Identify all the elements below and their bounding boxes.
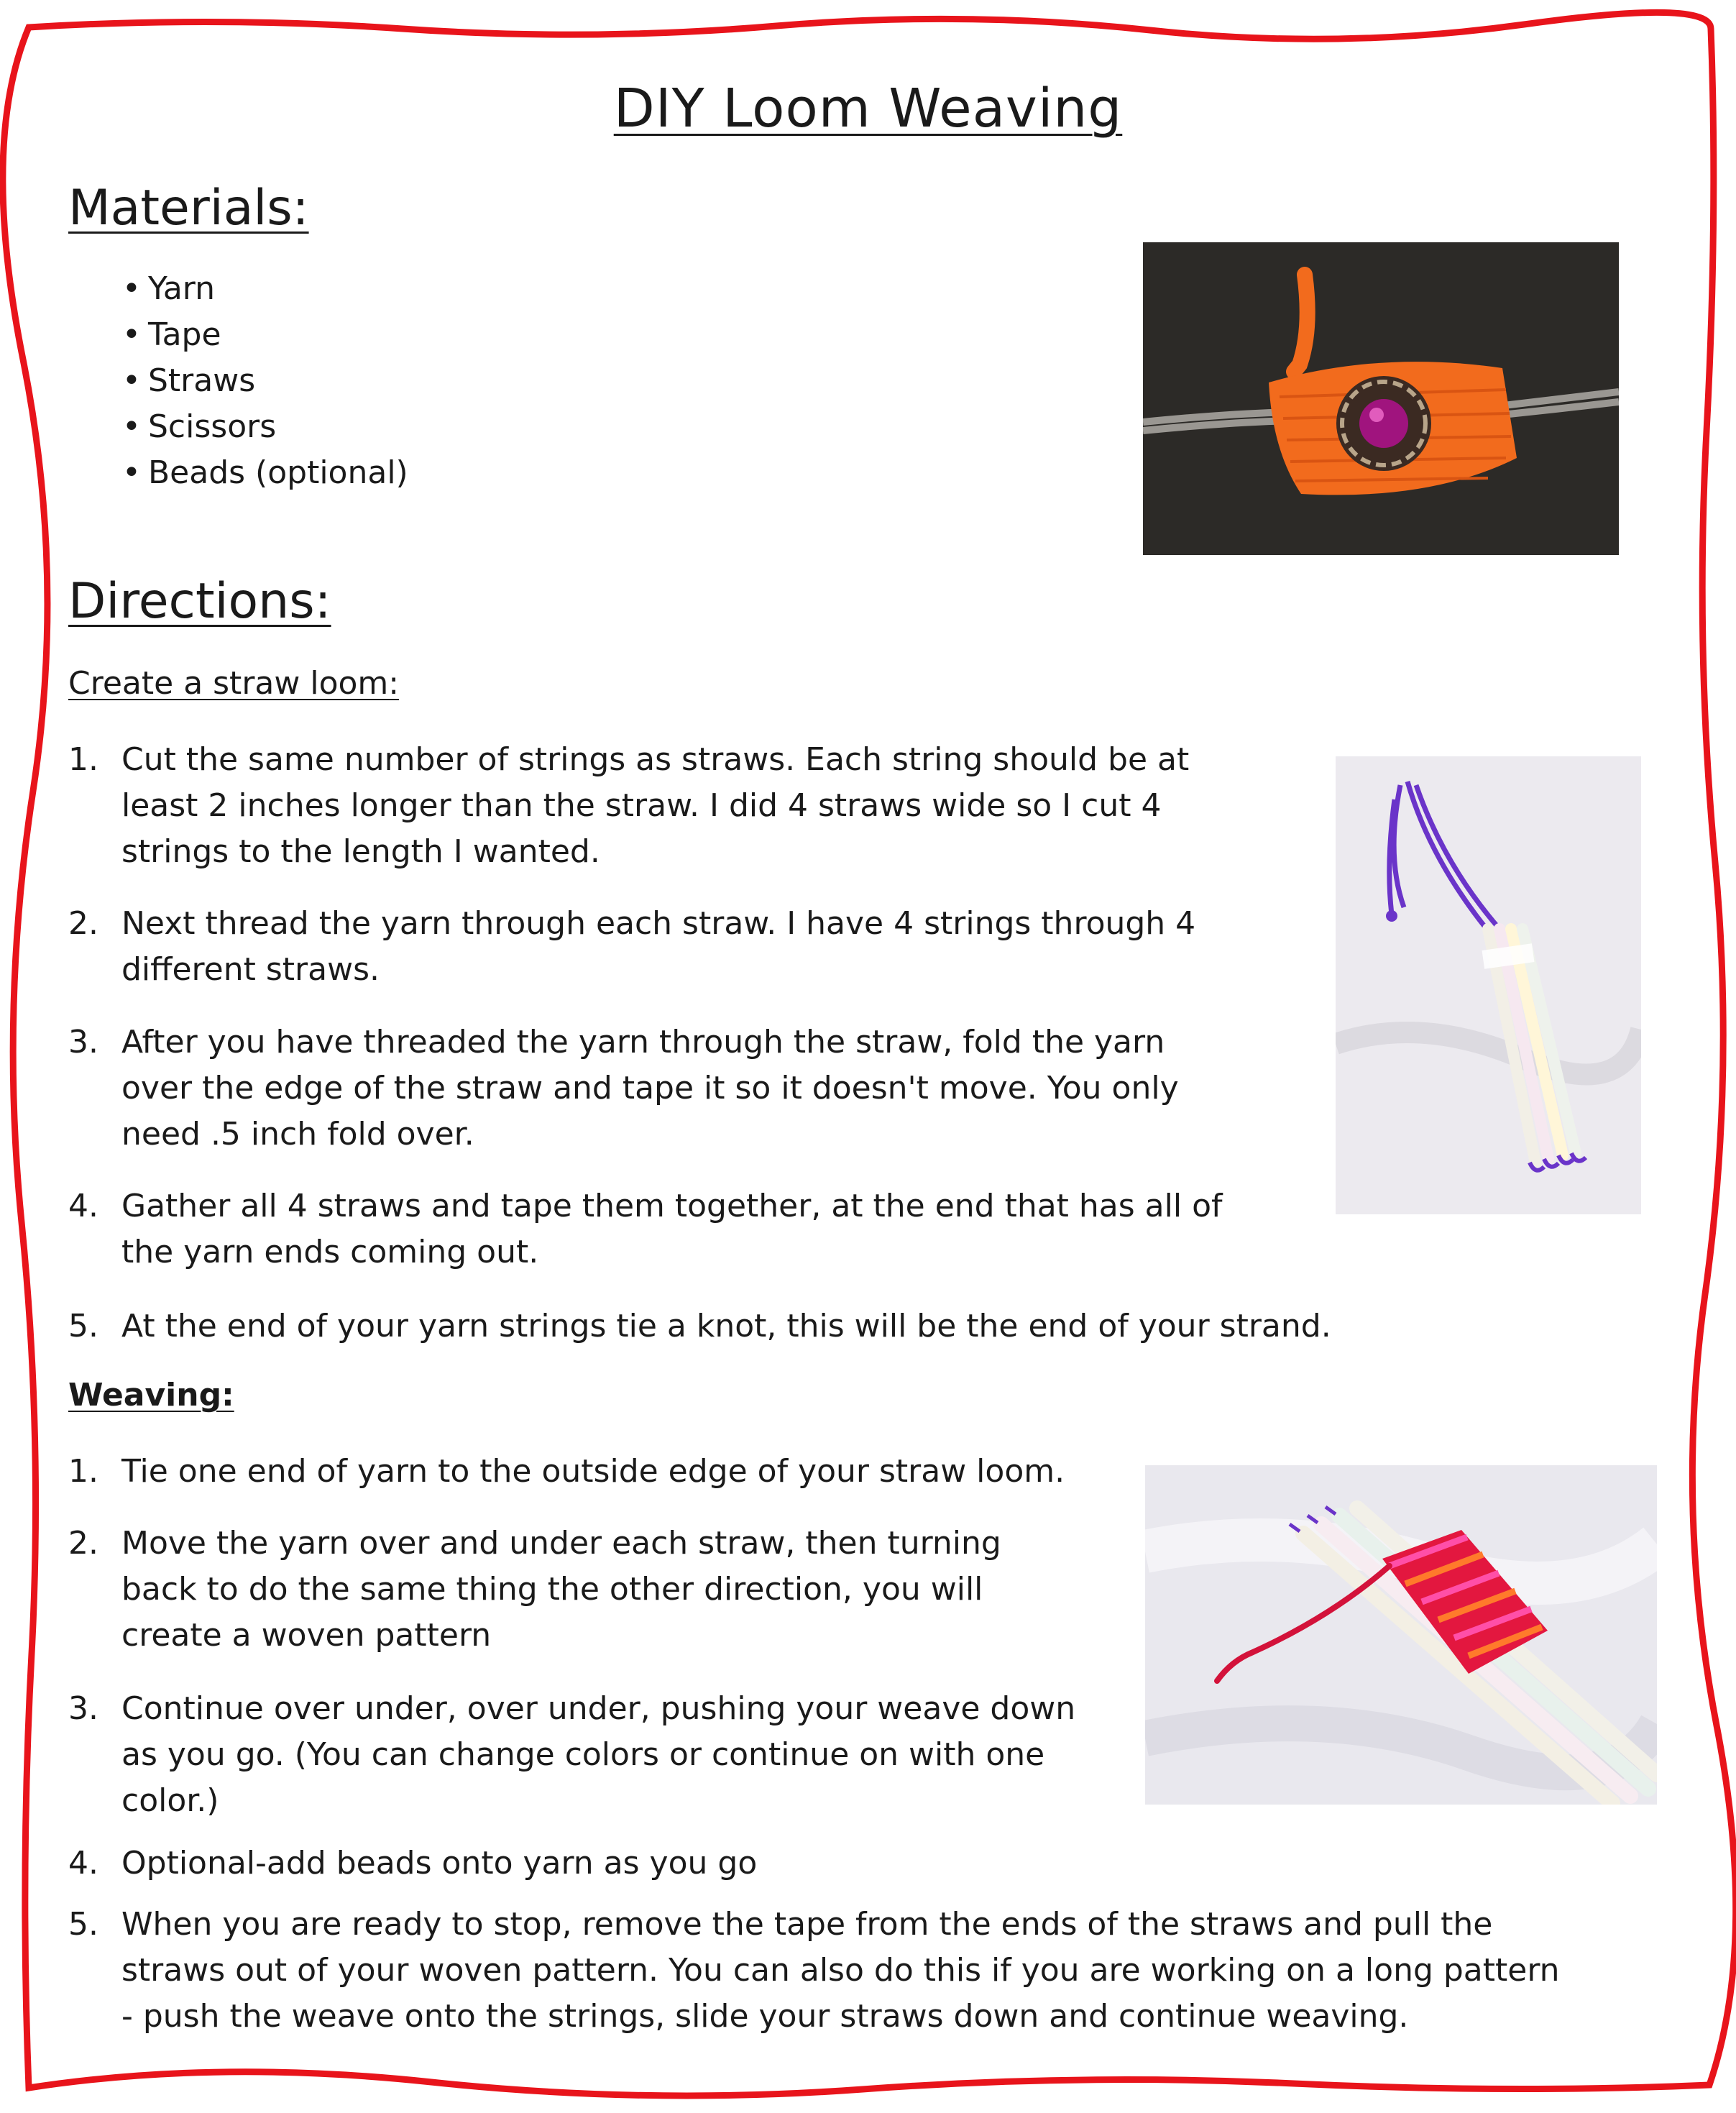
step-line: After you have threaded the yarn through the straw, fold the yarn	[121, 1024, 1165, 1060]
step-number: 3.	[68, 1690, 98, 1727]
step-line: strings to the length I wanted.	[121, 833, 600, 870]
list-item	[68, 1183, 1362, 1284]
step-line: Cut the same number of strings as straws. Each string should be at	[121, 741, 1190, 778]
list-item	[68, 1902, 1707, 2045]
step-number: 2.	[68, 1525, 98, 1562]
step-line: Next thread the yarn through each straw. I have 4 strings through 4	[121, 905, 1196, 942]
list-item	[68, 1686, 1147, 1830]
step-number: 5.	[68, 1308, 98, 1344]
page-title: DIY Loom Weaving	[613, 78, 1123, 139]
step-number: 2.	[68, 905, 98, 942]
step-line: - push the weave onto the strings, slide your straws down and continue weaving.	[121, 1998, 1409, 2035]
weaving-subheading: Weaving:	[68, 1377, 234, 1413]
step-number: 1.	[68, 741, 98, 778]
step-line: least 2 inches longer than the straw. I did 4 straws wide so I cut 4	[121, 787, 1162, 824]
list-item: • Yarn	[122, 266, 408, 312]
step-line: over the edge of the straw and tape it so it doesn't move. You only	[121, 1070, 1179, 1106]
step-line: At the end of your yarn strings tie a knot, this will be the end of your strand.	[121, 1308, 1331, 1344]
step-line: back to do the same thing the other direction, you will	[121, 1571, 983, 1608]
woven-bracelet-photo	[1143, 242, 1619, 555]
straw-loom-photo	[1336, 756, 1641, 1214]
step-line: as you go. (You can change colors or continue on with one	[121, 1736, 1045, 1773]
step-number: 3.	[68, 1024, 98, 1060]
list-item	[68, 737, 1362, 881]
materials-heading: Materials:	[68, 180, 309, 237]
weaving-photo-icon	[1145, 1465, 1657, 1805]
bracelet-photo-icon	[1143, 242, 1619, 555]
step-line: straws out of your woven pattern. You can also do this if you are working on a long pattern	[121, 1952, 1560, 1989]
list-item	[68, 901, 1362, 1002]
list-item	[68, 1303, 1650, 1354]
step-number: 4.	[68, 1845, 98, 1881]
step-number: 4.	[68, 1188, 98, 1224]
list-item: • Tape	[122, 312, 408, 358]
list-item	[68, 1841, 1147, 1891]
step-line: Optional-add beads onto yarn as you go	[121, 1845, 758, 1881]
list-item	[68, 1521, 1147, 1664]
list-item: • Beads (optional)	[122, 450, 408, 496]
step-line: Move the yarn over and under each straw, then turning	[121, 1525, 1001, 1562]
list-item: • Scissors	[122, 404, 408, 450]
list-item	[68, 1449, 1147, 1499]
step-line: the yarn ends coming out.	[121, 1234, 539, 1270]
step-line: create a woven pattern	[121, 1617, 492, 1654]
straw-loom-photo-icon	[1336, 756, 1641, 1214]
step-line: Continue over under, over under, pushing your weave down	[121, 1690, 1076, 1727]
directions-heading: Directions:	[68, 573, 331, 630]
step-line: color.)	[121, 1782, 219, 1819]
step-line: Tie one end of yarn to the outside edge of your straw loom.	[121, 1453, 1065, 1490]
loom-subheading: Create a straw loom:	[68, 665, 400, 702]
step-line: different straws.	[121, 951, 380, 988]
step-number: 1.	[68, 1453, 98, 1490]
list-item: • Straws	[122, 358, 408, 404]
step-number: 5.	[68, 1906, 98, 1943]
list-item	[68, 1019, 1362, 1163]
step-line: When you are ready to stop, remove the tape from the ends of the straws and pull the	[121, 1906, 1493, 1943]
step-line: need .5 inch fold over.	[121, 1116, 474, 1152]
materials-list	[122, 266, 408, 496]
step-line: Gather all 4 straws and tape them together, at the end that has all of	[121, 1188, 1223, 1224]
weaving-in-progress-photo	[1145, 1465, 1657, 1805]
